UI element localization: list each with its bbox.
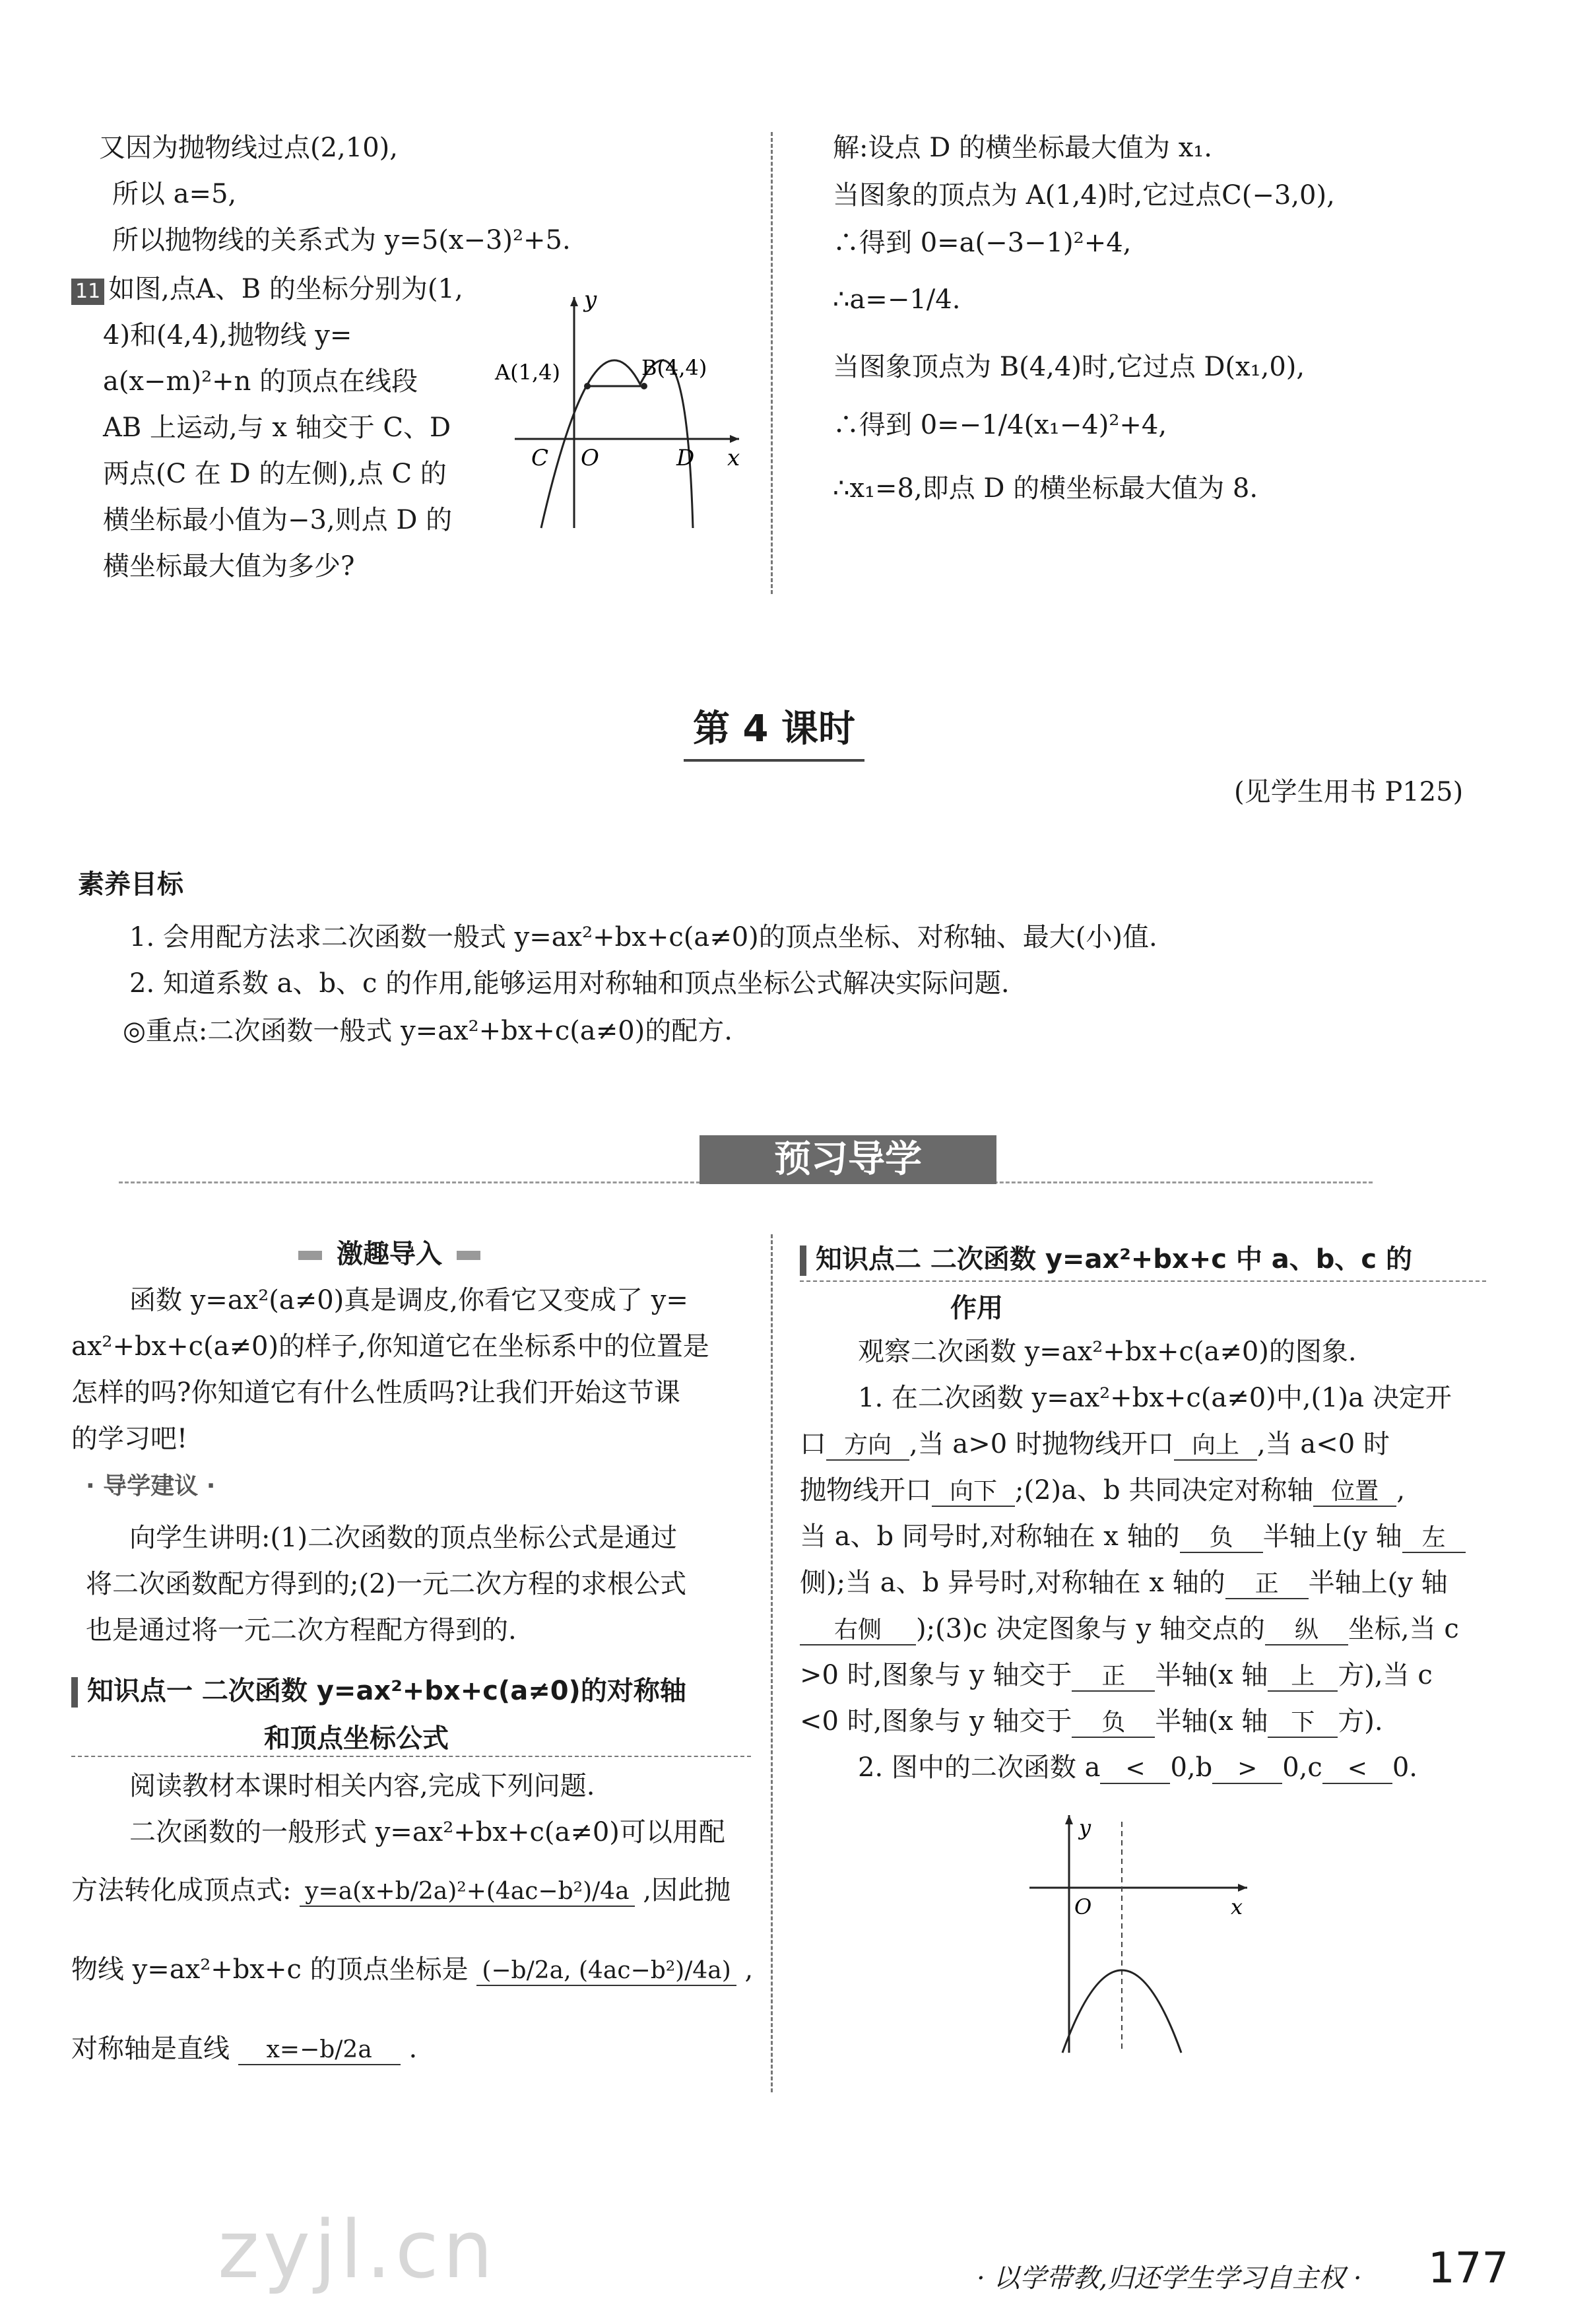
- answer-blank: 纵: [1265, 1616, 1348, 1645]
- footer-motto: · 以学带教,归还学生学习自主权 ·: [977, 2263, 1362, 2294]
- origin-label: O: [581, 445, 599, 471]
- text-line: ∴得到 0=a(−3−1)²+4,: [833, 228, 1132, 258]
- text: 抛物线开口: [800, 1475, 932, 1506]
- knowledge-point-2-title: [800, 1238, 1412, 1276]
- text: 0,b: [1170, 1752, 1213, 1783]
- text: 半轴(x 轴: [1155, 1660, 1268, 1690]
- answer-blank: 负: [1072, 1708, 1155, 1738]
- text: 当 a、b 同号时,对称轴在 x 轴的: [800, 1521, 1180, 1552]
- answer-blank: 正: [1072, 1662, 1155, 1692]
- answer-blank: 向上: [1174, 1431, 1257, 1461]
- text: 物线 y=ax²+bx+c 的顶点坐标是: [71, 1954, 469, 1985]
- kp2-title-line: 知识点二 二次函数 y=ax²+bx+c 中 a、b、c 的: [816, 1244, 1413, 1275]
- point-b-label: B(4,4): [641, 355, 707, 380]
- text-line: 如图,点A、B 的坐标分别为(1,: [108, 274, 463, 304]
- blank-line: [800, 1706, 1383, 1738]
- text: 半轴上(y 轴: [1262, 1521, 1402, 1552]
- text-line: 二次函数的一般形式 y=ax²+bx+c(a≠0)可以用配: [129, 1817, 725, 1847]
- text: <0 时,图象与 y 轴交于: [800, 1706, 1072, 1737]
- blank-line: [800, 1475, 1405, 1507]
- x-axis-label: x: [727, 445, 740, 471]
- blank-line: [800, 1659, 1433, 1692]
- text-line: ∴a=−1/4.: [833, 284, 961, 315]
- goal-item: 1. 会用配方法求二次函数一般式 y=ax²+bx+c(a≠0)的顶点坐标、对称轴、最大(小)值.: [129, 922, 1157, 952]
- text: ,当 a<0 时: [1256, 1429, 1390, 1459]
- text: 方).: [1338, 1706, 1383, 1737]
- text: 方法转化成顶点式:: [71, 1875, 292, 1906]
- text-line: 阅读教材本课时相关内容,完成下列问题.: [129, 1771, 595, 1801]
- text-line: 所以抛物线的关系式为 y=5(x−3)²+5.: [112, 225, 571, 255]
- text-line: 横坐标最小值为−3,则点 D 的: [103, 505, 453, 535]
- text: 方),当 c: [1338, 1660, 1433, 1690]
- blank-line: [858, 1752, 1417, 1784]
- text-line: 的学习吧!: [71, 1424, 188, 1454]
- text: 侧);当 a、b 异号时,对称轴在 x 轴的: [800, 1568, 1225, 1598]
- answer-blank: >: [1212, 1754, 1282, 1784]
- blank-line: [800, 1428, 1390, 1461]
- kp2-title-line-2: 作用: [950, 1293, 1003, 1323]
- blank-line: [800, 1613, 1459, 1645]
- vertex-form-line: [71, 1875, 731, 1907]
- kp1-rule: [71, 1756, 751, 1757]
- parabola-graph-kp2: [1016, 1802, 1267, 2066]
- text: 对称轴是直线: [71, 2034, 230, 2064]
- point-c-label: C: [531, 445, 549, 471]
- vertex-coord-line: [71, 1954, 753, 1986]
- point-d-label: D: [676, 445, 695, 471]
- answer-blank: 向下: [932, 1477, 1015, 1507]
- kp1-title-line-2: 和顶点坐标公式: [264, 1723, 449, 1754]
- blank-line: [800, 1521, 1466, 1553]
- text: >0 时,图象与 y 轴交于: [800, 1660, 1072, 1690]
- goals-heading: 素养目标: [78, 869, 183, 900]
- answer-blank: <: [1322, 1754, 1392, 1784]
- text: ,因此抛: [643, 1875, 731, 1906]
- column-divider: [771, 1234, 773, 2092]
- answer-blank: 上: [1268, 1662, 1338, 1692]
- answer-blank: 位置: [1313, 1477, 1396, 1507]
- x-axis-label: x: [1231, 1894, 1243, 1919]
- answer-blank: <: [1100, 1754, 1170, 1784]
- goal-item: 2. 知道系数 a、b、c 的作用,能够运用对称轴和顶点坐标公式解决实际问题.: [129, 968, 1010, 999]
- text-line: 怎样的吗?你知道它有什么性质吗?让我们开始这节课: [71, 1378, 680, 1408]
- text: ,当 a>0 时抛物线开口: [909, 1429, 1174, 1459]
- column-divider: [771, 132, 773, 594]
- axis-line: [71, 2033, 417, 2065]
- answer-blank: 左: [1402, 1523, 1466, 1553]
- text-line: 函数 y=ax²(a≠0)真是调皮,你看它又变成了 y=: [129, 1285, 688, 1315]
- text-line: 也是通过将一元二次方程配方得到的.: [86, 1615, 517, 1645]
- text-line: 4)和(4,4),抛物线 y=: [103, 320, 352, 350]
- text: 0.: [1392, 1752, 1417, 1783]
- text-line: ax²+bx+c(a≠0)的样子,你知道它在坐标系中的位置是: [71, 1331, 709, 1362]
- text: ,: [1396, 1475, 1406, 1506]
- answer-blank: 方向: [826, 1431, 909, 1461]
- text-line: 将二次函数配方得到的;(2)一元二次方程的求根公式: [86, 1569, 687, 1599]
- blank-line: [800, 1567, 1448, 1599]
- text-line: a(x−m)²+n 的顶点在线段: [103, 366, 418, 397]
- origin-label: O: [1074, 1894, 1092, 1919]
- intro-heading: [284, 1233, 495, 1271]
- text-line: ∴得到 0=−1/4(x₁−4)²+4,: [833, 410, 1167, 440]
- answer-axis: x=−b/2a: [238, 2036, 401, 2065]
- kp2-rule: [800, 1280, 1486, 1282]
- text-line: 当图象顶点为 B(4,4)时,它过点 D(x₁,0),: [833, 352, 1305, 382]
- text-line: 横坐标最大值为多少?: [103, 551, 355, 581]
- text-line: 两点(C 在 D 的左侧),点 C 的: [103, 459, 447, 489]
- watermark: zyjl.cn: [218, 2205, 497, 2296]
- text-line: 向学生讲明:(1)二次函数的顶点坐标公式是通过: [129, 1523, 678, 1553]
- question-11: [71, 273, 463, 305]
- text: 坐标,当 c: [1348, 1614, 1459, 1644]
- kp1-title-line: 知识点一 二次函数 y=ax²+bx+c(a≠0)的对称轴: [87, 1676, 686, 1706]
- text: 半轴(x 轴: [1155, 1706, 1268, 1737]
- text-line: 解:设点 D 的横坐标最大值为 x₁.: [833, 133, 1212, 163]
- knowledge-point-1-title: [71, 1670, 686, 1708]
- answer-blank: 下: [1268, 1708, 1338, 1738]
- reference-note: (见学生用书 P125): [1234, 777, 1464, 807]
- question-number: 11: [71, 279, 104, 305]
- lesson-title: 第 4 课时: [684, 700, 864, 762]
- text-line: AB 上运动,与 x 轴交于 C、D: [103, 413, 451, 443]
- answer-vertex-form: y=a(x+b/2a)²+(4ac−b²)/4a: [300, 1877, 634, 1907]
- text: ;(2)a、b 共同决定对称轴: [1015, 1475, 1314, 1506]
- section-banner: 预习导学: [700, 1135, 996, 1184]
- text-line: ∴x₁=8,即点 D 的横坐标最大值为 8.: [833, 473, 1258, 504]
- text: ,: [744, 1954, 754, 1985]
- text: 2. 图中的二次函数 a: [858, 1752, 1101, 1783]
- text-line: 观察二次函数 y=ax²+bx+c(a≠0)的图象.: [858, 1337, 1357, 1367]
- y-axis-label: y: [1079, 1815, 1091, 1840]
- answer-blank: 右侧: [800, 1616, 916, 1645]
- answer-blank: 正: [1225, 1570, 1309, 1599]
- text-line: 所以 a=5,: [112, 179, 237, 209]
- text-line: 1. 在二次函数 y=ax²+bx+c(a≠0)中,(1)a 决定开: [858, 1383, 1452, 1413]
- answer-blank: 负: [1180, 1523, 1263, 1553]
- parabola-graph-q11: [488, 277, 752, 541]
- text-line: 当图象的顶点为 A(1,4)时,它过点C(−3,0),: [833, 180, 1335, 211]
- text-line: 又因为抛物线过点(2,10),: [99, 133, 398, 163]
- suggestion-heading: · 导学建议 ·: [86, 1473, 216, 1500]
- text: 口: [800, 1429, 826, 1459]
- text: 0,c: [1282, 1752, 1322, 1783]
- goal-key-point: ◎重点:二次函数一般式 y=ax²+bx+c(a≠0)的配方.: [123, 1016, 732, 1046]
- point-a-label: A(1,4): [495, 360, 560, 385]
- text: );(3)c 决定图象与 y 轴交点的: [916, 1614, 1265, 1644]
- answer-vertex-coord: (−b/2a, (4ac−b²)/4a): [476, 1956, 736, 1986]
- page-number: 177: [1428, 2244, 1509, 2293]
- y-axis-label: y: [584, 286, 597, 313]
- intro-title: 激趣导入: [337, 1239, 442, 1269]
- text: .: [408, 2034, 418, 2064]
- text: 半轴上(y 轴: [1308, 1568, 1448, 1598]
